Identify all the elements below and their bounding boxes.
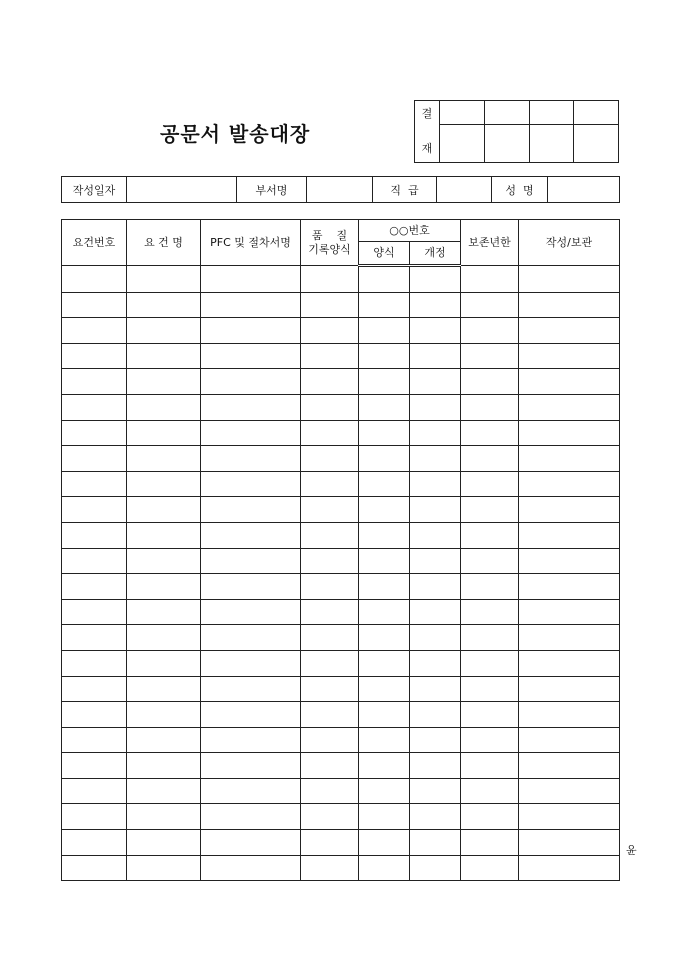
table-cell[interactable] <box>201 599 301 625</box>
table-cell[interactable] <box>410 522 461 548</box>
table-cell[interactable] <box>127 855 201 881</box>
table-cell[interactable] <box>359 855 410 881</box>
table-cell[interactable] <box>127 778 201 804</box>
table-cell[interactable] <box>301 753 359 779</box>
table-cell[interactable] <box>127 420 201 446</box>
table-cell[interactable] <box>62 343 127 369</box>
header-number-group: ○○번호 <box>359 220 461 242</box>
table-row <box>62 266 620 293</box>
header-quality-record <box>301 220 359 266</box>
header-revision: 개정 <box>410 242 461 266</box>
table-cell[interactable] <box>301 394 359 420</box>
table-cell[interactable] <box>201 625 301 651</box>
approval-label-top: 결 <box>415 101 440 125</box>
table-cell[interactable] <box>62 804 127 830</box>
table-cell[interactable] <box>461 574 519 600</box>
table-row <box>62 471 620 497</box>
table-cell[interactable] <box>62 574 127 600</box>
table-cell[interactable] <box>461 625 519 651</box>
table-row <box>62 522 620 548</box>
table-cell[interactable] <box>201 804 301 830</box>
table-cell[interactable] <box>127 497 201 523</box>
table-row <box>62 625 620 651</box>
table-cell[interactable] <box>201 471 301 497</box>
table-cell[interactable] <box>461 471 519 497</box>
table-cell[interactable] <box>62 727 127 753</box>
table-cell[interactable] <box>461 292 519 318</box>
table-cell[interactable] <box>461 778 519 804</box>
table-cell[interactable] <box>201 446 301 472</box>
table-cell[interactable] <box>359 292 410 318</box>
date-label: 작성일자 <box>62 177 127 203</box>
table-cell[interactable] <box>359 804 410 830</box>
table-cell[interactable] <box>410 599 461 625</box>
table-cell[interactable] <box>519 702 620 728</box>
table-cell[interactable] <box>201 292 301 318</box>
table-row <box>62 548 620 574</box>
table-cell[interactable] <box>62 753 127 779</box>
table-row <box>62 727 620 753</box>
table-cell[interactable] <box>127 804 201 830</box>
table-cell[interactable] <box>359 369 410 395</box>
approval-box <box>414 100 619 163</box>
table-cell[interactable] <box>519 497 620 523</box>
approval-title-cell[interactable] <box>529 101 574 125</box>
table-cell[interactable] <box>62 702 127 728</box>
table-cell[interactable] <box>201 497 301 523</box>
header-pfc-procedure: PFC 및 절차서명 <box>201 220 301 266</box>
table-cell[interactable] <box>461 266 519 293</box>
table-cell[interactable] <box>519 420 620 446</box>
approval-title-cell[interactable] <box>440 101 485 125</box>
table-row <box>62 292 620 318</box>
table-cell[interactable] <box>62 497 127 523</box>
department-label: 부서명 <box>237 177 307 203</box>
table-cell[interactable] <box>201 727 301 753</box>
table-row <box>62 446 620 472</box>
table-cell[interactable] <box>62 471 127 497</box>
table-row <box>62 318 620 344</box>
table-cell[interactable] <box>301 446 359 472</box>
table-cell[interactable] <box>461 830 519 856</box>
table-cell[interactable] <box>359 497 410 523</box>
table-cell[interactable] <box>410 804 461 830</box>
table-cell[interactable] <box>301 778 359 804</box>
table-cell[interactable] <box>410 266 461 293</box>
table-cell[interactable] <box>301 420 359 446</box>
table-cell[interactable] <box>62 318 127 344</box>
table-cell[interactable] <box>410 471 461 497</box>
table-cell[interactable] <box>201 855 301 881</box>
table-cell[interactable] <box>461 676 519 702</box>
table-cell[interactable] <box>519 574 620 600</box>
position-label: 직 급 <box>373 177 437 203</box>
table-cell[interactable] <box>301 574 359 600</box>
table-cell[interactable] <box>201 266 301 293</box>
table-cell[interactable] <box>127 599 201 625</box>
table-cell[interactable] <box>461 650 519 676</box>
table-cell[interactable] <box>359 727 410 753</box>
table-cell[interactable] <box>519 548 620 574</box>
table-cell[interactable] <box>359 574 410 600</box>
table-cell[interactable] <box>127 753 201 779</box>
table-cell[interactable] <box>519 753 620 779</box>
table-cell[interactable] <box>127 522 201 548</box>
table-cell[interactable] <box>519 394 620 420</box>
table-cell[interactable] <box>201 369 301 395</box>
date-field[interactable] <box>127 177 237 203</box>
table-cell[interactable] <box>519 625 620 651</box>
table-cell[interactable] <box>359 446 410 472</box>
table-cell[interactable] <box>201 650 301 676</box>
table-cell[interactable] <box>359 471 410 497</box>
table-cell[interactable] <box>359 394 410 420</box>
table-cell[interactable] <box>201 343 301 369</box>
table-cell[interactable] <box>519 650 620 676</box>
table-row <box>62 394 620 420</box>
table-cell[interactable] <box>127 650 201 676</box>
table-cell[interactable] <box>359 522 410 548</box>
approval-title-cell[interactable] <box>484 101 529 125</box>
position-field[interactable] <box>437 177 492 203</box>
table-cell[interactable] <box>127 266 201 293</box>
table-cell[interactable] <box>127 625 201 651</box>
table-cell[interactable] <box>519 318 620 344</box>
table-cell[interactable] <box>461 497 519 523</box>
table-cell[interactable] <box>301 599 359 625</box>
table-cell[interactable] <box>410 676 461 702</box>
table-cell[interactable] <box>301 727 359 753</box>
table-cell[interactable] <box>62 599 127 625</box>
table-row <box>62 599 620 625</box>
table-cell[interactable] <box>301 804 359 830</box>
table-cell[interactable] <box>301 855 359 881</box>
table-row <box>62 830 620 856</box>
table-cell[interactable] <box>461 522 519 548</box>
header-requirement-name: 요 건 명 <box>127 220 201 266</box>
table-cell[interactable] <box>301 343 359 369</box>
table-cell[interactable] <box>410 727 461 753</box>
dispatch-ledger-table <box>61 219 620 881</box>
header-author-storage: 작성/보관 <box>519 220 620 266</box>
table-cell[interactable] <box>519 778 620 804</box>
table-cell[interactable] <box>519 599 620 625</box>
table-row <box>62 804 620 830</box>
table-cell[interactable] <box>301 650 359 676</box>
table-cell[interactable] <box>301 292 359 318</box>
table-cell[interactable] <box>519 446 620 472</box>
table-row <box>62 753 620 779</box>
table-cell[interactable] <box>359 420 410 446</box>
table-cell[interactable] <box>301 625 359 651</box>
table-cell[interactable] <box>461 804 519 830</box>
table-cell[interactable] <box>410 343 461 369</box>
table-cell[interactable] <box>359 318 410 344</box>
approval-signature-cell[interactable] <box>440 125 485 163</box>
table-cell[interactable] <box>519 343 620 369</box>
table-row <box>62 702 620 728</box>
table-cell[interactable] <box>127 727 201 753</box>
table-cell[interactable] <box>359 753 410 779</box>
ledger-body <box>62 266 620 881</box>
table-cell[interactable] <box>301 266 359 293</box>
table-cell[interactable] <box>461 446 519 472</box>
table-cell[interactable] <box>461 599 519 625</box>
table-cell[interactable] <box>410 292 461 318</box>
table-cell[interactable] <box>127 548 201 574</box>
table-cell[interactable] <box>461 753 519 779</box>
table-cell[interactable] <box>62 522 127 548</box>
table-cell[interactable] <box>201 394 301 420</box>
table-cell[interactable] <box>62 548 127 574</box>
table-cell[interactable] <box>127 702 201 728</box>
table-cell[interactable] <box>127 574 201 600</box>
table-cell[interactable] <box>201 574 301 600</box>
table-cell[interactable] <box>461 394 519 420</box>
table-cell[interactable] <box>410 625 461 651</box>
table-cell[interactable] <box>519 471 620 497</box>
table-cell[interactable] <box>127 446 201 472</box>
name-field[interactable] <box>548 177 620 203</box>
table-cell[interactable] <box>410 420 461 446</box>
table-cell[interactable] <box>301 548 359 574</box>
table-cell[interactable] <box>127 292 201 318</box>
table-cell[interactable] <box>127 369 201 395</box>
table-row <box>62 343 620 369</box>
table-cell[interactable] <box>301 522 359 548</box>
table-cell[interactable] <box>519 676 620 702</box>
table-cell[interactable] <box>62 650 127 676</box>
table-cell[interactable] <box>301 369 359 395</box>
table-cell[interactable] <box>201 753 301 779</box>
table-cell[interactable] <box>62 778 127 804</box>
table-cell[interactable] <box>301 830 359 856</box>
table-cell[interactable] <box>519 522 620 548</box>
table-cell[interactable] <box>410 394 461 420</box>
table-cell[interactable] <box>461 343 519 369</box>
approval-signature-cell[interactable] <box>529 125 574 163</box>
table-cell[interactable] <box>62 625 127 651</box>
table-cell[interactable] <box>127 471 201 497</box>
table-cell[interactable] <box>410 650 461 676</box>
table-cell[interactable] <box>127 343 201 369</box>
table-row <box>62 855 620 881</box>
table-cell[interactable] <box>461 855 519 881</box>
header-quality-line2: 기록양식 <box>308 242 351 256</box>
table-cell[interactable] <box>301 318 359 344</box>
table-cell[interactable] <box>519 804 620 830</box>
approval-signature-cell[interactable] <box>484 125 529 163</box>
table-cell[interactable] <box>201 676 301 702</box>
table-cell[interactable] <box>410 753 461 779</box>
table-cell[interactable] <box>461 548 519 574</box>
table-cell[interactable] <box>359 599 410 625</box>
table-cell[interactable] <box>62 266 127 293</box>
table-cell[interactable] <box>301 497 359 523</box>
table-cell[interactable] <box>410 855 461 881</box>
table-cell[interactable] <box>359 676 410 702</box>
table-cell[interactable] <box>301 676 359 702</box>
table-row <box>62 778 620 804</box>
info-row <box>61 176 620 203</box>
table-cell[interactable] <box>359 548 410 574</box>
table-cell[interactable] <box>359 702 410 728</box>
table-row <box>62 650 620 676</box>
table-cell[interactable] <box>359 625 410 651</box>
approval-label-bottom: 재 <box>415 125 440 163</box>
document-title: 공문서 발송대장 <box>160 122 311 146</box>
header-requirement-no: 요건번호 <box>62 220 127 266</box>
table-cell[interactable] <box>62 830 127 856</box>
table-cell[interactable] <box>62 446 127 472</box>
table-cell[interactable] <box>410 497 461 523</box>
table-cell[interactable] <box>519 727 620 753</box>
table-cell[interactable] <box>359 778 410 804</box>
table-cell[interactable] <box>201 830 301 856</box>
name-label: 성 명 <box>492 177 548 203</box>
footer-mark: 윤 <box>626 844 637 857</box>
table-cell[interactable] <box>410 548 461 574</box>
table-cell[interactable] <box>461 727 519 753</box>
table-cell[interactable] <box>461 420 519 446</box>
table-cell[interactable] <box>301 702 359 728</box>
table-cell[interactable] <box>519 292 620 318</box>
approval-signature-cell[interactable] <box>574 125 619 163</box>
table-cell[interactable] <box>461 369 519 395</box>
table-row <box>62 497 620 523</box>
table-cell[interactable] <box>410 446 461 472</box>
table-cell[interactable] <box>62 676 127 702</box>
table-cell[interactable] <box>201 318 301 344</box>
table-cell[interactable] <box>62 420 127 446</box>
table-cell[interactable] <box>461 318 519 344</box>
header-retention-period: 보존년한 <box>461 220 519 266</box>
header-quality-line1: 품 질 <box>311 228 348 242</box>
approval-title-cell[interactable] <box>574 101 619 125</box>
table-cell[interactable] <box>410 778 461 804</box>
table-cell[interactable] <box>201 522 301 548</box>
table-cell[interactable] <box>127 830 201 856</box>
department-field[interactable] <box>307 177 373 203</box>
table-cell[interactable] <box>410 702 461 728</box>
table-cell[interactable] <box>301 471 359 497</box>
table-cell[interactable] <box>127 318 201 344</box>
table-cell[interactable] <box>359 650 410 676</box>
table-cell[interactable] <box>359 266 410 293</box>
table-cell[interactable] <box>62 369 127 395</box>
table-cell[interactable] <box>410 574 461 600</box>
table-cell[interactable] <box>359 830 410 856</box>
table-cell[interactable] <box>461 702 519 728</box>
table-cell[interactable] <box>62 855 127 881</box>
table-cell[interactable] <box>127 394 201 420</box>
table-cell[interactable] <box>201 702 301 728</box>
table-cell[interactable] <box>201 778 301 804</box>
table-cell[interactable] <box>519 369 620 395</box>
header-form: 양식 <box>359 242 410 266</box>
table-cell[interactable] <box>62 292 127 318</box>
table-row <box>62 369 620 395</box>
table-row <box>62 420 620 446</box>
table-cell[interactable] <box>519 830 620 856</box>
table-cell[interactable] <box>127 676 201 702</box>
table-row <box>62 574 620 600</box>
table-cell[interactable] <box>359 343 410 369</box>
table-cell[interactable] <box>410 369 461 395</box>
table-cell[interactable] <box>62 394 127 420</box>
table-cell[interactable] <box>410 318 461 344</box>
table-row <box>62 676 620 702</box>
table-cell[interactable] <box>519 266 620 293</box>
table-cell[interactable] <box>201 420 301 446</box>
table-cell[interactable] <box>201 548 301 574</box>
table-cell[interactable] <box>519 855 620 881</box>
table-cell[interactable] <box>410 830 461 856</box>
